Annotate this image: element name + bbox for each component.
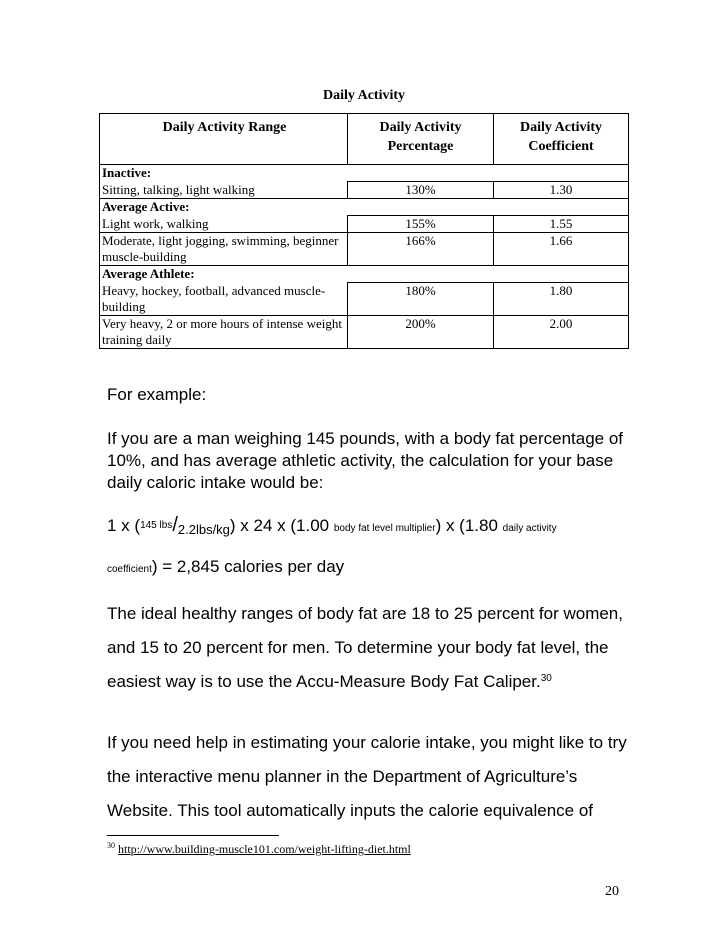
- percentage-cell: 130%: [348, 182, 494, 199]
- formula-denominator: 2.2lbs/kg: [177, 522, 230, 537]
- coefficient-cell: 1.30: [494, 182, 629, 199]
- formula-result: ) = 2,845 calories per day: [151, 557, 345, 576]
- category-label: Average Athlete:: [102, 266, 195, 281]
- table-row: [100, 315, 629, 348]
- table-row: [100, 233, 629, 266]
- coefficient-cell: 2.00: [494, 315, 629, 348]
- formula-numerator: 145 lbs: [140, 520, 173, 531]
- coefficient-cell: 1.66: [494, 233, 629, 266]
- header-range: Daily Activity Range: [100, 114, 348, 165]
- footnote-reference: 30: [540, 673, 552, 684]
- table-title: Daily Activity: [322, 88, 406, 103]
- example-heading: For example:: [107, 385, 207, 404]
- header-percentage: Daily Activity Percentage: [348, 114, 494, 165]
- percentage-cell: 180%: [348, 283, 494, 316]
- formula-note-multiplier: body fat level multiplier: [333, 523, 436, 534]
- percentage-cell: 155%: [348, 216, 494, 233]
- footnote-link[interactable]: http://www.building-muscle101.com/weight-lifting-diet.html: [118, 842, 411, 856]
- category-label: Average Active:: [102, 199, 190, 214]
- footnote: [107, 841, 411, 857]
- table-category-row: [100, 199, 629, 216]
- percentage-cell: 200%: [348, 315, 494, 348]
- percentage-cell: 166%: [348, 233, 494, 266]
- example-intro: If you are a man weighing 145 pounds, with a body fat percentage of 10%, and has average athletic activity, the calculation for your base daily caloric intake would be:: [107, 429, 624, 492]
- coefficient-cell: 1.80: [494, 283, 629, 316]
- table-category-row: [100, 266, 629, 283]
- range-cell: Moderate, light jogging, swimming, beginner muscle-building: [100, 233, 348, 266]
- formula-note-activity: daily activity: [502, 523, 557, 534]
- body-fat-paragraph: The ideal healthy ranges of body fat are 18 to 25 percent for women, and 15 to 20 percent for men. To determine your body fat level, the easiest way is to use the Accu-Measure Body Fat Caliper.$^{30}$: [107, 604, 623, 691]
- coefficient-cell: 1.55: [494, 216, 629, 233]
- calculation-formula: 1 x ($^{145 lbs}$/2.2lbs/kg) x 24 x (1.00 body fat level multiplier) x (1.80 daily activity coefficient) = 2,845 calories per day: [107, 514, 557, 576]
- table-row: [100, 283, 629, 316]
- page-number: 20: [605, 884, 619, 899]
- table-header-row: [100, 114, 629, 165]
- range-cell: Very heavy, 2 or more hours of intense weight training daily: [100, 315, 348, 348]
- header-coefficient: Daily Activity Coefficient: [494, 114, 629, 165]
- table-row: [100, 216, 629, 233]
- category-label: Inactive:: [102, 165, 152, 180]
- table-row: [100, 182, 629, 199]
- range-cell: Heavy, hockey, football, advanced muscle-building: [100, 283, 348, 316]
- formula-note-coefficient: coefficient: [107, 564, 152, 575]
- help-paragraph: If you need help in estimating your calorie intake, you might like to try the interactive menu planner in the Department of Agriculture’s Website. This tool automatically inputs the calorie equivalence of: [107, 733, 627, 820]
- daily-activity-table: [99, 113, 629, 349]
- range-cell: Light work, walking: [100, 216, 348, 233]
- table-category-row: [100, 165, 629, 182]
- footnote-number: 30: [107, 841, 115, 850]
- footnote-divider: [107, 835, 279, 836]
- range-cell: Sitting, talking, light walking: [100, 182, 348, 199]
